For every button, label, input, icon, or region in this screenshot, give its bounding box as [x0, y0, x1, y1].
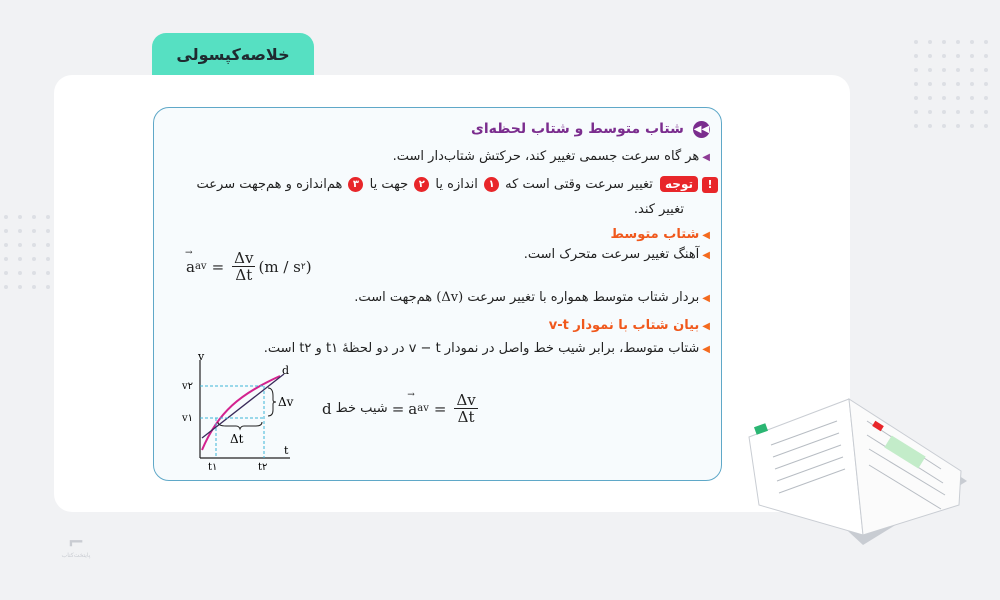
avg-definition: ◀آهنگ تغییر سرعت متحرک است. [523, 247, 710, 262]
dt-brace [218, 422, 262, 429]
dot [928, 40, 932, 44]
dot [984, 96, 988, 100]
dot [32, 271, 36, 275]
dot [32, 229, 36, 233]
dot [970, 96, 974, 100]
dot [46, 271, 50, 275]
back-arrow-icon: ◀◀ [693, 121, 710, 138]
dot [984, 68, 988, 72]
dot [970, 40, 974, 44]
warning-icon: ! [702, 177, 718, 193]
dot [46, 257, 50, 261]
v-axis-label: v [198, 352, 205, 363]
decorative-dots-left [4, 215, 50, 289]
intro-line: ◀هر گاه سرعت جسمی تغییر کند، حرکتش شتاب‌دار است. [392, 149, 710, 164]
dot [956, 40, 960, 44]
graph-line: ◀شتاب متوسط، برابر شیب خط واصل در نمودار v − t در دو لحظهٔ t۱ و t۲ است. [263, 341, 710, 356]
number-badge-1: ۱ [484, 177, 499, 192]
dot [914, 40, 918, 44]
dot [942, 82, 946, 86]
dot [46, 243, 50, 247]
dot [984, 124, 988, 128]
dot [970, 82, 974, 86]
dot [928, 110, 932, 114]
book-right-page [849, 399, 961, 535]
dot [914, 54, 918, 58]
dot [984, 54, 988, 58]
note-line: !توجه تغییر سرعت وقتی است که ۱ اندازه یا ۲ جهت یا ۳ هم‌اندازه و هم‌جهت سرعت [197, 176, 718, 193]
number-badge-3: ۳ [348, 177, 363, 192]
dot [18, 243, 22, 247]
dot [32, 215, 36, 219]
dot [928, 82, 932, 86]
dot [18, 229, 22, 233]
dv-brace [268, 388, 276, 416]
v-t-graph [178, 352, 298, 474]
dot [18, 257, 22, 261]
note-badge: توجه [660, 176, 698, 192]
dot [928, 68, 932, 72]
avg-heading: ◀شتاب متوسط [610, 227, 710, 242]
dot [18, 285, 22, 289]
dot [928, 96, 932, 100]
section-title-row [471, 121, 710, 138]
dot [970, 124, 974, 128]
note-line-cont: تغییر کند. [633, 202, 684, 217]
dot [4, 243, 8, 247]
dot [4, 271, 8, 275]
decorative-dots-right [914, 40, 988, 128]
bullet-icon: ◀ [702, 293, 710, 304]
dt-label: Δt [230, 432, 244, 446]
t-axis-label: t [284, 444, 289, 457]
slope-formula: d شیب خط = → a av = $\frac{\Delta v}{\Delta t}$ [322, 392, 481, 425]
t1-label: t۱ [208, 462, 218, 473]
dot [956, 54, 960, 58]
dot [914, 110, 918, 114]
graph-heading: ◀بیان شتاب با نمودار v-t [548, 318, 710, 333]
dot [928, 54, 932, 58]
curve-label: d [282, 364, 290, 377]
summary-tab[interactable]: خلاصه‌کپسولی [152, 33, 314, 75]
dot [956, 110, 960, 114]
dot [18, 215, 22, 219]
dot [942, 124, 946, 128]
dot [942, 40, 946, 44]
dv-label: Δv [278, 395, 294, 409]
v2-label: v۲ [182, 381, 194, 392]
dot [970, 110, 974, 114]
dot [18, 271, 22, 275]
dot [942, 68, 946, 72]
dot [942, 96, 946, 100]
section-title: شتاب متوسط و شتاب لحظه‌ای [471, 121, 684, 137]
dot [970, 54, 974, 58]
dot [984, 110, 988, 114]
v1-label: v۱ [182, 413, 194, 424]
fraction: $\frac{\Delta v}{\Delta t}$ [456, 391, 476, 426]
avg-accel-formula: → a av = $\frac{\Delta v}{\Delta t}$ (m / s ۲ ) [186, 250, 312, 283]
dot [956, 96, 960, 100]
number-badge-2: ۲ [414, 177, 429, 192]
dot [914, 96, 918, 100]
dot [46, 285, 50, 289]
dot [970, 68, 974, 72]
fraction: $\frac{\Delta v}{\Delta t}$ [234, 249, 254, 284]
vector-line: ◀بردار شتاب متوسط همواره با تغییر سرعت (Δv) هم‌جهت است. [354, 290, 710, 305]
dot [46, 229, 50, 233]
dot [914, 124, 918, 128]
dot [942, 54, 946, 58]
dot [914, 82, 918, 86]
dot [984, 82, 988, 86]
bullet-icon: ◀ [702, 321, 710, 332]
dot [4, 285, 8, 289]
dot [942, 110, 946, 114]
dot [914, 68, 918, 72]
dot [4, 215, 8, 219]
bullet-icon: ◀ [702, 344, 710, 355]
t2-label: t۲ [258, 462, 268, 473]
dot [984, 40, 988, 44]
secant-line [202, 374, 284, 438]
dot [928, 124, 932, 128]
publisher-logo: ⌐ پایتخت‌کتاب [56, 532, 96, 559]
dot [32, 257, 36, 261]
dot [956, 68, 960, 72]
bullet-icon: ◀ [702, 230, 710, 241]
dot [4, 257, 8, 261]
dot [4, 229, 8, 233]
dot [46, 215, 50, 219]
bullet-icon: ◀ [702, 152, 710, 163]
logo-icon: ⌐ [67, 530, 85, 554]
book-left-page [749, 399, 863, 535]
dot [956, 124, 960, 128]
dot [32, 285, 36, 289]
dot [32, 243, 36, 247]
dot [956, 82, 960, 86]
bullet-icon: ◀ [702, 250, 710, 261]
open-book-image [745, 385, 980, 555]
